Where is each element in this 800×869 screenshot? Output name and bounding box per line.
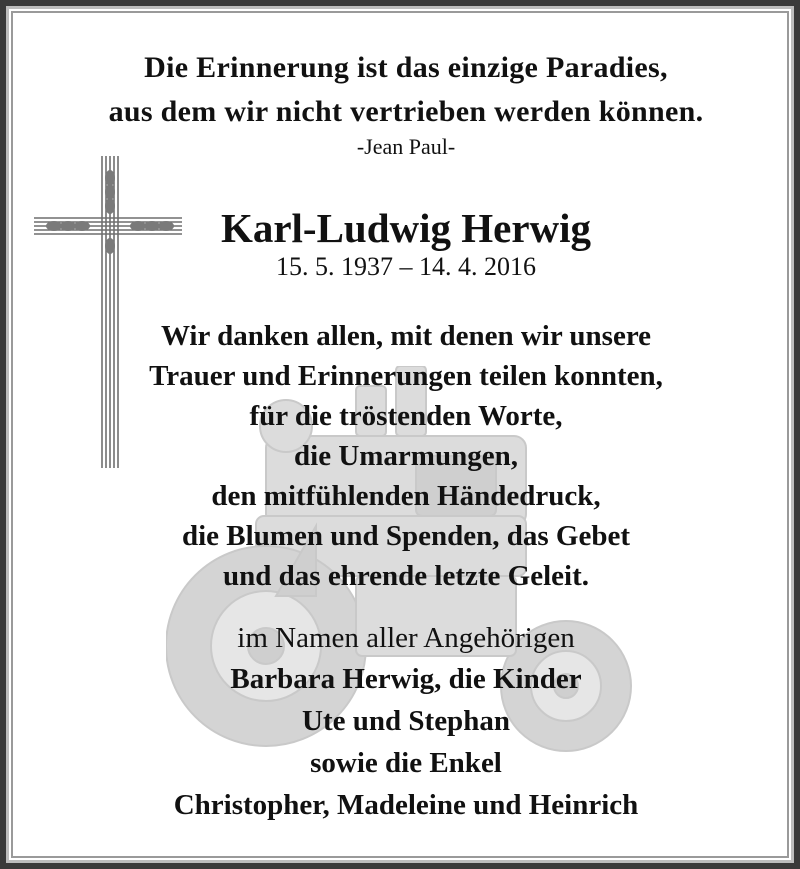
- quote-author: -Jean Paul-: [356, 134, 456, 159]
- signoff-name: Christopher, Madeleine und Heinrich: [173, 789, 639, 821]
- deceased-name: Karl-Ludwig Herwig: [220, 205, 592, 251]
- thanks-block: [6, 316, 800, 596]
- signoff-name: Barbara Herwig, die Kinder: [230, 663, 582, 695]
- signoff-intro: im Namen aller Angehörigen: [237, 622, 575, 654]
- life-dates: 15. 5. 1937 – 14. 4. 2016: [276, 252, 536, 281]
- quote-block: [6, 46, 800, 160]
- quote-line-1: Die Erinnerung ist das einzige Paradies,: [144, 51, 668, 84]
- thanks-line: den mitfühlenden Händedruck,: [211, 480, 601, 512]
- thanks-line: die Blumen und Spenden, das Gebet: [181, 520, 630, 552]
- thanks-line: und das ehrende letzte Geleit.: [223, 560, 589, 592]
- quote-line-2: aus dem wir nicht vertrieben werden können.: [108, 95, 704, 128]
- thanks-line: die Umarmungen,: [294, 440, 518, 472]
- signoff-block: [6, 618, 800, 826]
- thanks-line: Trauer und Erinnerungen teilen konnten,: [149, 360, 663, 392]
- thanks-line: für die tröstenden Worte,: [249, 400, 563, 432]
- thanks-line: Wir danken allen, mit denen wir unsere: [160, 320, 652, 352]
- deceased-block: [6, 204, 800, 282]
- signoff-name: sowie die Enkel: [310, 747, 502, 779]
- signoff-name: Ute und Stephan: [302, 705, 510, 737]
